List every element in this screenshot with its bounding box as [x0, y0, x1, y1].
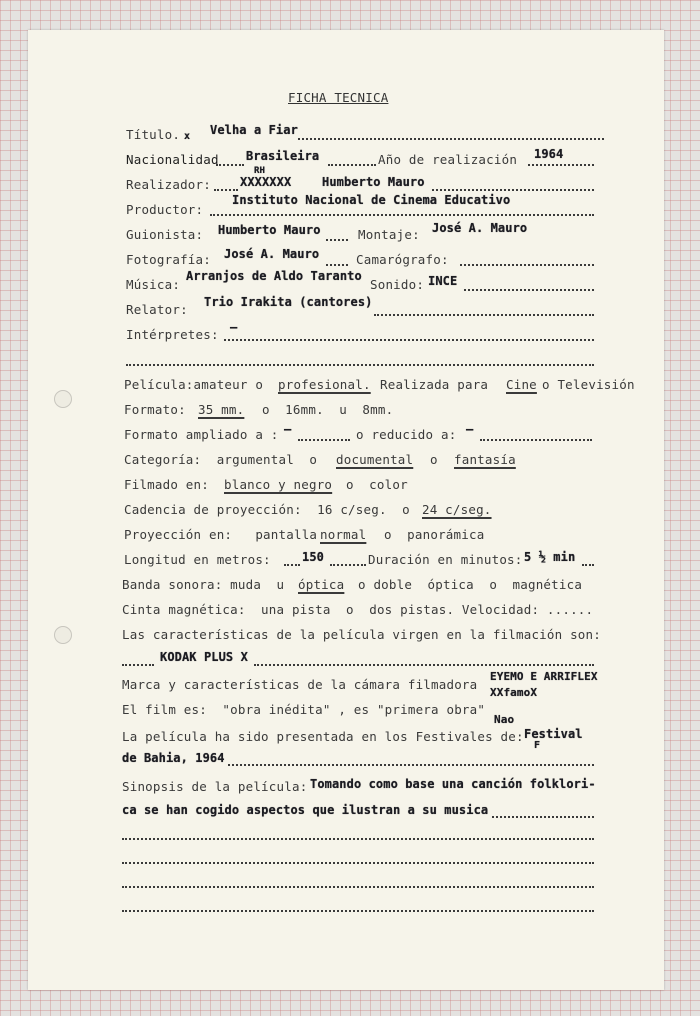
label-nacionalidad: Nacionalidad	[126, 152, 219, 167]
value-nacionalidad: Brasileira	[246, 149, 320, 163]
label-marca-camara: Marca y características de la cámara filmadora	[122, 677, 478, 692]
dotted-line	[214, 189, 238, 191]
label-relator: Relator:	[126, 302, 188, 317]
label-banda-options: o doble óptica o magnética	[358, 577, 583, 592]
label-film-es: El film es: "obra inédita" , es "primera obra"	[122, 702, 486, 717]
value-pelicula-virgen: KODAK PLUS X	[160, 650, 248, 664]
option-documental: documental	[336, 452, 414, 467]
dotted-line	[122, 886, 594, 888]
dotted-line	[298, 138, 604, 140]
value-realizador: Humberto Mauro	[322, 175, 425, 189]
dotted-line	[224, 339, 594, 341]
label-cinta-magnetica: Cinta magnética: una pista o dos pistas. Velocidad: ......	[122, 602, 594, 617]
label-longitud: Longitud en metros:	[124, 552, 271, 567]
label-formato-options: o 16mm. u 8mm.	[262, 402, 394, 417]
value-sinopsis-line-1: Tomando como base una canción folklori-	[310, 777, 596, 791]
label-duracion: Duración en minutos:	[368, 552, 523, 567]
option-35mm: 35 mm.	[198, 402, 245, 417]
value-montaje: José A. Mauro	[432, 221, 528, 235]
value-titulo-mark: x	[184, 131, 191, 142]
dotted-line	[582, 564, 594, 566]
value-realizador-struck: XXXXXXX	[240, 175, 292, 189]
label-guionista: Guionista:	[126, 227, 204, 242]
label-camarografo: Camarógrafo:	[356, 252, 449, 267]
label-formato-ampliado: Formato ampliado a :	[124, 427, 279, 442]
label-filmado-color: o color	[346, 477, 408, 492]
dotted-line	[460, 264, 594, 266]
dotted-line	[326, 264, 348, 266]
value-relator: Trio Irakita (cantores)	[204, 295, 373, 309]
dotted-line	[298, 439, 350, 441]
label-realizada-para: Realizada para	[380, 377, 489, 392]
option-normal: normal	[320, 527, 367, 542]
value-sinopsis-line-2: ca se han cogido aspectos que ilustran a su musica	[122, 803, 489, 817]
option-24cseg: 24 c/seg.	[422, 502, 492, 517]
label-proyeccion: Proyección en: pantalla	[124, 527, 318, 542]
value-camara: EYEMO E ARRIFLEX	[490, 670, 598, 683]
dotted-line	[284, 564, 300, 566]
option-cine: Cine	[506, 377, 537, 392]
label-formato: Formato:	[124, 402, 186, 417]
dotted-line	[374, 314, 594, 316]
option-optica: óptica	[298, 577, 345, 592]
dotted-line	[328, 164, 376, 166]
dotted-line	[228, 764, 594, 766]
document-sheet	[28, 30, 664, 990]
label-productor: Productor:	[126, 202, 204, 217]
dotted-line	[428, 239, 594, 241]
label-cadencia: Cadencia de proyección: 16 c/seg. o	[124, 502, 410, 517]
label-pelicula: Película:amateur o	[124, 377, 264, 392]
option-fantasia: fantasía	[454, 452, 516, 467]
label-anio: Año de realización	[378, 152, 518, 167]
label-titulo: Título.	[126, 127, 181, 142]
value-reducido: —	[466, 422, 474, 436]
value-festivales: Festival	[524, 727, 583, 741]
value-anio: 1964	[534, 147, 564, 161]
dotted-line	[432, 189, 594, 191]
value-duracion: 5 ½ min	[524, 550, 576, 564]
label-interpretes: Intérpretes:	[126, 327, 219, 342]
label-festivales: La película ha sido presentada en los Festivales de:	[122, 729, 524, 744]
dotted-line	[464, 289, 594, 291]
option-blanco-y-negro: blanco y negro	[224, 477, 333, 492]
label-categoria: Categoría: argumental o	[124, 452, 318, 467]
label-musica: Música:	[126, 277, 181, 292]
dotted-line	[330, 564, 366, 566]
label-television: o Televisión	[542, 377, 635, 392]
label-caracteristicas: Las características de la película virgen en la filmación son:	[122, 627, 601, 642]
label-banda-sonora: Banda sonora: muda u	[122, 577, 285, 592]
page-title: FICHA TECNICA	[288, 90, 389, 105]
label-categoria-o: o	[430, 452, 438, 467]
value-interpretes: —	[230, 320, 238, 334]
value-festivales-mark: F	[534, 740, 541, 751]
dotted-line	[210, 214, 594, 216]
dotted-line	[480, 439, 592, 441]
value-titulo: Velha a Fiar	[210, 123, 298, 137]
dotted-line	[126, 364, 594, 366]
value-fotografia: José A. Mauro	[224, 247, 320, 261]
value-sonido: INCE	[428, 274, 458, 288]
label-fotografia: Fotografía:	[126, 252, 211, 267]
value-guionista: Humberto Mauro	[218, 223, 321, 237]
dotted-line	[122, 910, 594, 912]
dotted-line	[122, 862, 594, 864]
option-profesional: profesional.	[278, 377, 371, 392]
value-longitud: 150	[302, 550, 324, 564]
dotted-line	[122, 664, 154, 666]
dotted-line	[254, 664, 594, 666]
label-sonido: Sonido:	[370, 277, 425, 292]
value-productor: Instituto Nacional de Cinema Educativo	[232, 193, 511, 207]
label-filmado: Filmado en:	[124, 477, 209, 492]
punch-hole	[54, 390, 72, 408]
label-sinopsis: Sinopsis de la película:	[122, 779, 308, 794]
value-realizador-correction: RH	[254, 166, 266, 176]
label-panoramica: o panorámica	[384, 527, 485, 542]
dotted-line	[122, 838, 594, 840]
value-festivales-continued: de Bahia, 1964	[122, 751, 225, 765]
value-camara-struck: XXfamoX	[490, 686, 538, 699]
label-realizador: Realizador:	[126, 177, 211, 192]
value-formato-ampliado: —	[284, 422, 292, 436]
dotted-line	[216, 164, 244, 166]
value-primera-obra: Nao	[494, 713, 515, 726]
label-reducido: o reducido a:	[356, 427, 457, 442]
punch-hole	[54, 626, 72, 644]
dotted-line	[528, 164, 594, 166]
dotted-line	[326, 239, 348, 241]
label-montaje: Montaje:	[358, 227, 420, 242]
value-musica: Arranjos de Aldo Taranto	[186, 269, 362, 283]
dotted-line	[492, 816, 594, 818]
